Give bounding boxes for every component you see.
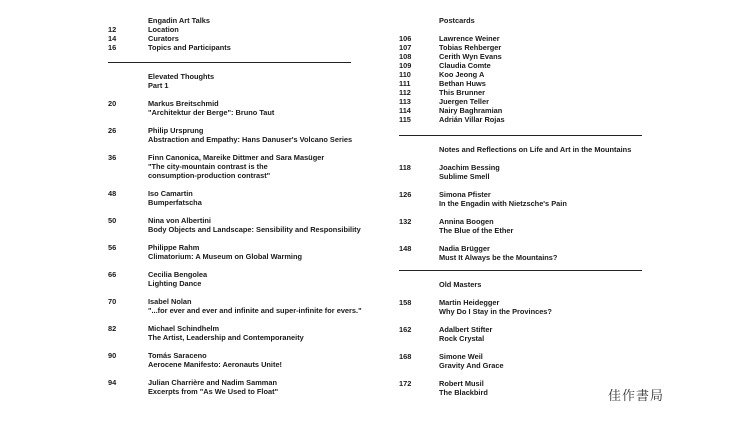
watermark-text: 佳作書局	[607, 389, 664, 404]
toc-entry: 162 Adalbert Stifter Rock Crystal	[399, 325, 493, 343]
section-title-elevated-thoughts: Elevated Thoughts Part 1	[148, 72, 215, 90]
toc-left-column	[108, 16, 362, 396]
toc-row: 107 Tobias Rehberger	[399, 43, 502, 52]
toc-row: 112 This Brunner	[399, 88, 485, 97]
toc-right-column	[399, 16, 642, 397]
toc-row: 114 Nairy Baghramian	[399, 106, 503, 115]
toc-row: 113 Juergen Teller	[399, 97, 489, 106]
toc-row: 111 Bethan Huws	[399, 79, 486, 88]
toc-entry: 126 Simona Pfister In the Engadin with Nietzsche's Pain	[399, 190, 567, 208]
section-title-notes-and-reflections: Notes and Reflections on Life and Art in the Mountains	[439, 145, 632, 154]
divider	[399, 270, 642, 271]
toc-entry: 94 Julian Charrière and Nadim Samman Excerpts from "As We Used to Float"	[108, 378, 279, 396]
divider	[108, 62, 351, 63]
toc-entry: 70 Isabel Nolan "...for ever and ever and infinite and super-infinite for evers."	[108, 297, 362, 315]
toc-entry: 90 Tomás Saraceno Aerocene Manifesto: Aeronauts Unite!	[108, 351, 283, 369]
toc-entry: 26 Philip Ursprung Abstraction and Empathy: Hans Danuser's Volcano Series	[108, 126, 353, 144]
section-title-old-masters: Old Masters	[439, 280, 482, 289]
toc-row: 12 Location	[108, 25, 179, 34]
toc-entry: 20 Markus Breitschmid "Architektur der Berge": Bruno Taut	[108, 99, 275, 117]
toc-entry: 56 Philippe Rahm Climatorium: A Museum on Global Warming	[108, 243, 302, 261]
toc-row: 16 Topics and Participants	[108, 43, 231, 52]
toc-row: 106 Lawrence Weiner	[399, 34, 500, 43]
section-title-engadin-art-talks: Engadin Art Talks	[148, 16, 211, 25]
section-title-postcards: Postcards	[439, 16, 475, 25]
toc-row: 14 Curators	[108, 34, 179, 43]
toc-entry: 132 Annina Boogen The Blue of the Ether	[399, 217, 514, 235]
toc-row: 109 Claudia Comte	[399, 61, 491, 70]
toc-entry: 148 Nadia Brügger Must It Always be the Mountains?	[399, 244, 558, 262]
toc-entry: 48 Iso Camartin Bumperfatscha	[108, 189, 202, 207]
toc-row: 115 Adrián Villar Rojas	[399, 115, 505, 124]
toc-entry: 158 Martin Heidegger Why Do I Stay in the Provinces?	[399, 298, 552, 316]
toc-entry: 172 Robert Musil The Blackbird	[399, 379, 488, 397]
toc-entry: 50 Nina von Albertini Body Objects and Landscape: Sensibility and Responsibility	[108, 216, 361, 234]
toc-entry: 36 Finn Canonica, Mareike Dittmer and Sara Masüger "The city-mountain contrast is the consumption-production contrast"	[108, 153, 325, 180]
toc-entry: 82 Michael Schindhelm The Artist, Leadership and Contemporaneity	[108, 324, 304, 342]
toc-row: 110 Koo Jeong A	[399, 70, 485, 79]
divider	[399, 135, 642, 136]
toc-entry: 168 Simone Weil Gravity And Grace	[399, 352, 504, 370]
toc-entry: 66 Cecilia Bengolea Lighting Dance	[108, 270, 208, 288]
toc-entry: 118 Joachim Bessing Sublime Smell	[399, 163, 500, 181]
toc-row: 108 Cerith Wyn Evans	[399, 52, 502, 61]
